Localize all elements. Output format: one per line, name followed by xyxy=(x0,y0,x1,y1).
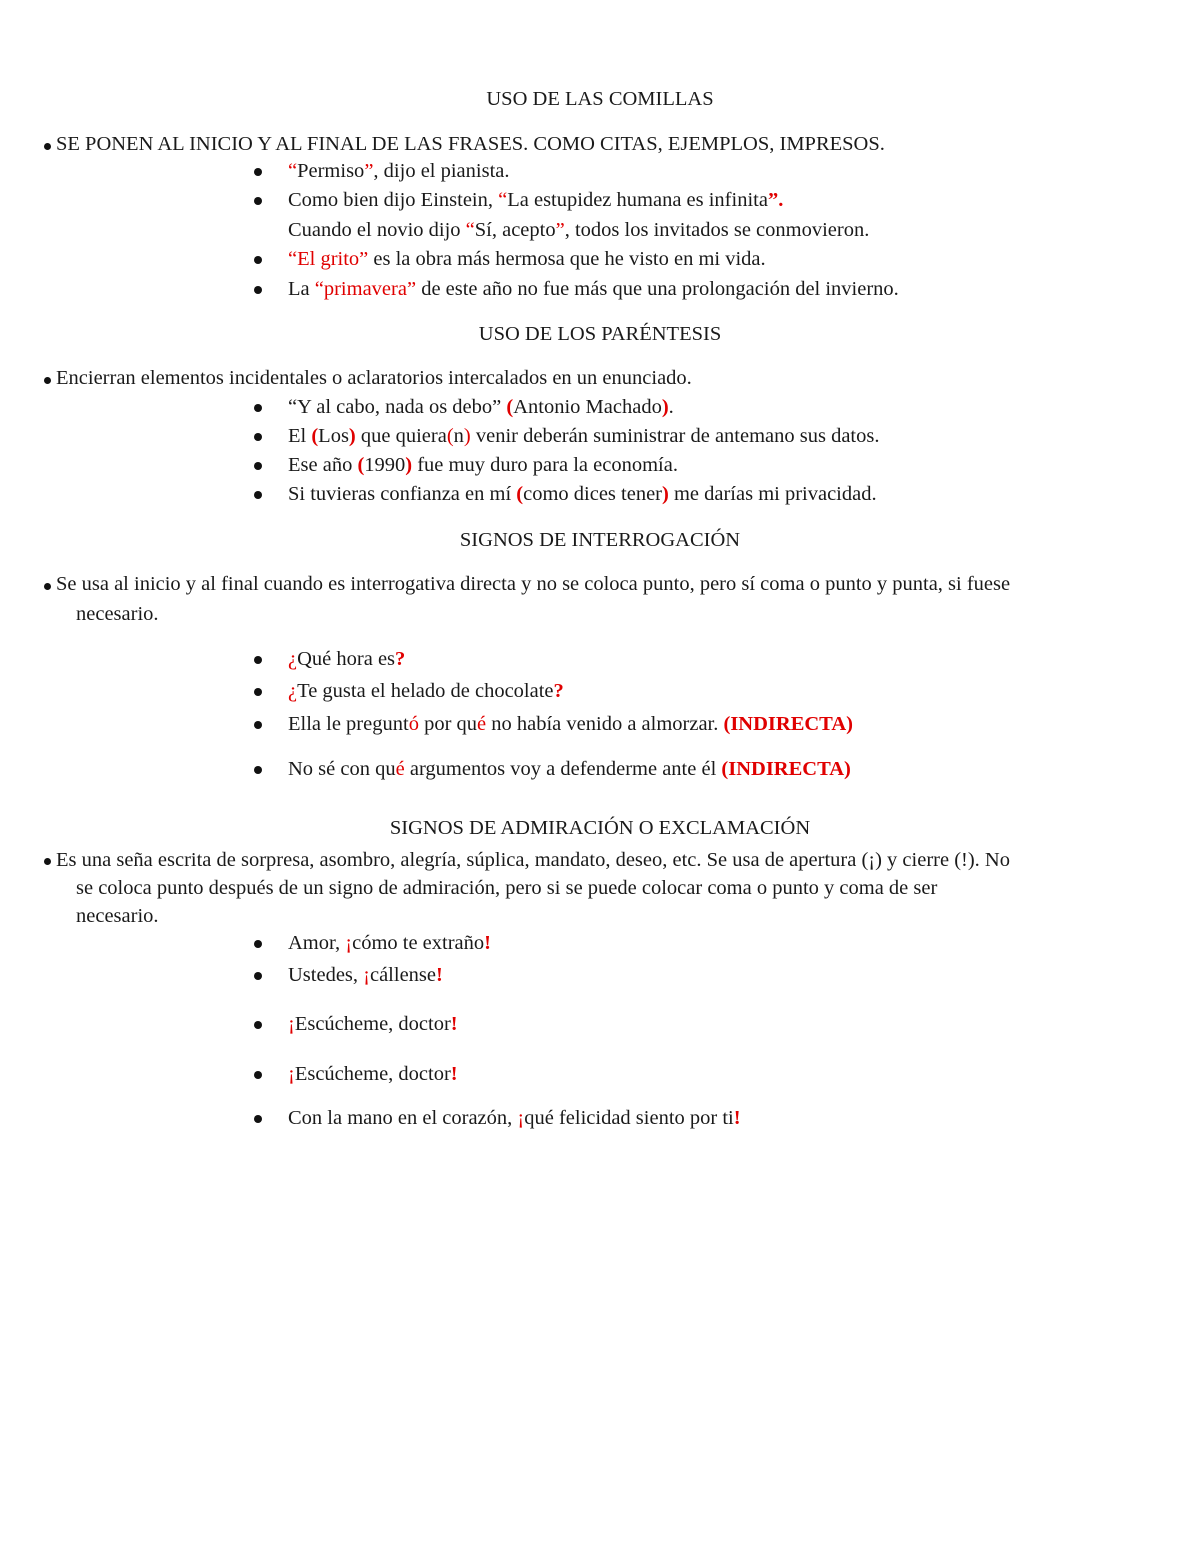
paren-mark: ) xyxy=(405,454,413,476)
rule-text: SE PONEN AL INICIO Y AL FINAL DE LAS FRASES. COMO CITAS, EJEMPLOS, IMPRESOS. xyxy=(56,133,885,155)
example-text: Ese año xyxy=(288,454,358,476)
bullet-icon xyxy=(44,377,51,384)
quote-mark: ”. xyxy=(767,189,784,211)
example-text: Escúcheme, doctor xyxy=(294,1013,451,1035)
example-text: Ella le pregunt xyxy=(288,713,409,735)
paren-mark: ( xyxy=(357,454,365,476)
example-text: como dices tener xyxy=(523,483,662,505)
accent-mark: é xyxy=(477,713,487,735)
example-item xyxy=(288,961,443,989)
bullet-icon xyxy=(254,256,262,264)
bullet-icon xyxy=(254,972,262,980)
indirect-label: (INDIRECTA) xyxy=(721,758,851,780)
rule-text: Se usa al inicio y al final cuando es interrogativa directa y no se coloca punto, pero sí coma o punto y punta, si fuese xyxy=(56,573,1011,595)
quote-mark: “ xyxy=(465,219,475,241)
bullet-icon xyxy=(254,766,262,774)
example-item xyxy=(288,755,851,783)
example-item xyxy=(288,929,491,957)
quote-mark: ” xyxy=(555,219,565,241)
exclamation-mark: ! xyxy=(450,1013,458,1035)
example-text: cállense xyxy=(369,964,436,986)
quote-mark: “ xyxy=(288,160,298,182)
paren-mark: ) xyxy=(348,425,356,447)
example-item xyxy=(288,186,783,214)
example-text: La xyxy=(288,278,315,300)
quote-mark: “ xyxy=(498,189,508,211)
bullet-icon xyxy=(254,1021,262,1029)
accent-mark: é xyxy=(395,758,405,780)
exclamation-mark: ! xyxy=(450,1063,458,1085)
section-title-interrogacion: SIGNOS DE INTERROGACIÓN xyxy=(459,529,741,551)
section-title-comillas: USO DE LAS COMILLAS xyxy=(486,88,714,110)
question-mark: ¿ xyxy=(288,680,298,702)
bullet-icon xyxy=(254,688,262,696)
section-title-parentesis: USO DE LOS PARÉNTESIS xyxy=(478,323,722,345)
quote-mark: ” xyxy=(406,278,417,300)
exclamation-mark: ¡ xyxy=(345,932,353,954)
example-text: 1990 xyxy=(364,454,406,476)
example-text: Si tuvieras confianza en mí xyxy=(288,483,517,505)
example-text: Amor, xyxy=(288,932,346,954)
example-text: Escúcheme, doctor xyxy=(294,1063,451,1085)
rule-text-continued: necesario. xyxy=(76,905,159,927)
quote-mark: ” xyxy=(359,248,369,270)
quote-mark: ” xyxy=(364,160,374,182)
example-text: no había venido a almorzar. xyxy=(486,713,724,735)
bullet-icon xyxy=(254,656,262,664)
paren-mark: ) xyxy=(662,483,669,505)
example-text: Ustedes, xyxy=(288,964,364,986)
paren-mark: ) xyxy=(463,425,471,447)
example-text: . xyxy=(668,396,674,418)
paren-mark: ( xyxy=(311,425,319,447)
example-text: es la obra más hermosa que he visto en mi vida. xyxy=(368,248,766,270)
example-text: por qu xyxy=(418,713,478,735)
example-text: primavera xyxy=(323,278,407,300)
bullet-icon xyxy=(44,858,51,865)
exclamation-mark: ¡ xyxy=(363,964,370,986)
exclamation-mark: ¡ xyxy=(288,1063,295,1085)
example-item xyxy=(288,480,877,508)
exclamation-mark: ! xyxy=(484,932,491,954)
example-text: “Y al cabo, nada os debo” xyxy=(288,396,507,418)
quote-mark: “ xyxy=(314,278,324,300)
example-text: , todos los invitados se conmovieron. xyxy=(564,219,870,241)
accent-mark: ó xyxy=(408,713,419,735)
example-item xyxy=(288,677,564,705)
example-text: Te gusta el helado de chocolate xyxy=(297,680,554,702)
example-item xyxy=(288,1010,458,1038)
example-text: Con la mano en el corazón, xyxy=(288,1107,518,1129)
example-text: venir deberán suministrar de antemano sus datos. xyxy=(470,425,880,447)
section-title-admiracion: SIGNOS DE ADMIRACIÓN O EXCLAMACIÓN xyxy=(389,817,811,839)
bullet-icon xyxy=(44,143,51,150)
example-item xyxy=(288,393,674,421)
exclamation-mark: ¡ xyxy=(517,1107,525,1129)
example-text: Permiso xyxy=(297,160,365,182)
example-text: Sí, acepto xyxy=(474,219,556,241)
example-text: me darías mi privacidad. xyxy=(668,483,877,505)
example-text: de este año no fue más que una prolongación del invierno. xyxy=(416,278,899,300)
example-text: que quiera xyxy=(355,425,447,447)
rule-text-continued: necesario. xyxy=(76,603,159,625)
paren-mark: ) xyxy=(661,396,669,418)
question-mark: ? xyxy=(553,680,564,702)
example-text: No sé con qu xyxy=(288,758,396,780)
exclamation-mark: ! xyxy=(733,1107,741,1129)
bullet-icon xyxy=(254,491,262,499)
example-text: Cuando el novio dijo xyxy=(288,219,466,241)
rule-text: Encierran elementos incidentales o aclaratorios intercalados en un enunciado. xyxy=(56,367,692,389)
example-item xyxy=(288,216,869,244)
bullet-icon xyxy=(254,1115,262,1123)
bullet-icon xyxy=(254,197,262,205)
indirect-label: (INDIRECTA) xyxy=(723,713,853,735)
paren-mark: ( xyxy=(446,425,454,447)
bullet-icon xyxy=(254,168,262,176)
bullet-icon xyxy=(254,404,262,412)
example-text: Como bien dijo Einstein, xyxy=(288,189,499,211)
question-mark: ? xyxy=(395,648,406,670)
example-item xyxy=(288,275,899,303)
example-text: El grito xyxy=(297,248,360,270)
paren-mark: ( xyxy=(506,396,514,418)
bullet-icon xyxy=(44,583,51,590)
rule-text xyxy=(56,846,1010,874)
bullet-icon xyxy=(254,721,262,729)
question-mark: ¿ xyxy=(288,648,298,670)
example-text: El xyxy=(288,425,312,447)
example-item xyxy=(288,451,678,479)
example-text: fue muy duro para la economía. xyxy=(412,454,678,476)
exclamation-mark: ¡ xyxy=(288,1013,295,1035)
example-item xyxy=(288,1060,458,1088)
rule-text-line: Es una seña escrita de sorpresa, asombro, alegría, súplica, mandato, deseo, etc. Se usa de apertura (¡) y cierre (!). No xyxy=(56,849,1010,871)
example-text: Qué hora es xyxy=(297,648,396,670)
example-item xyxy=(288,422,879,450)
bullet-icon xyxy=(254,286,262,294)
example-item xyxy=(288,710,853,738)
rule-text-continued: se coloca punto después de un signo de admiración, pero si se puede colocar coma o punto y coma de ser xyxy=(76,877,938,899)
bullet-icon xyxy=(254,433,262,441)
paren-mark: ( xyxy=(516,483,524,505)
example-item xyxy=(288,645,405,673)
bullet-icon xyxy=(254,1071,262,1079)
example-text: argumentos voy a defenderme ante él xyxy=(404,758,722,780)
bullet-icon xyxy=(254,940,262,948)
bullet-icon xyxy=(254,462,262,470)
example-text: Antonio Machado xyxy=(513,396,662,418)
example-text: qué felicidad siento por ti xyxy=(524,1107,734,1129)
example-text: La estupidez humana es infinita xyxy=(507,189,768,211)
example-text: Los xyxy=(318,425,349,447)
exclamation-mark: ! xyxy=(436,964,443,986)
example-item xyxy=(288,245,766,273)
example-item xyxy=(288,157,510,185)
quote-mark: “ xyxy=(288,248,298,270)
example-text: n xyxy=(453,425,464,447)
example-item xyxy=(288,1104,741,1132)
example-text: cómo te extraño xyxy=(352,932,485,954)
example-text: , dijo el pianista. xyxy=(373,160,510,182)
